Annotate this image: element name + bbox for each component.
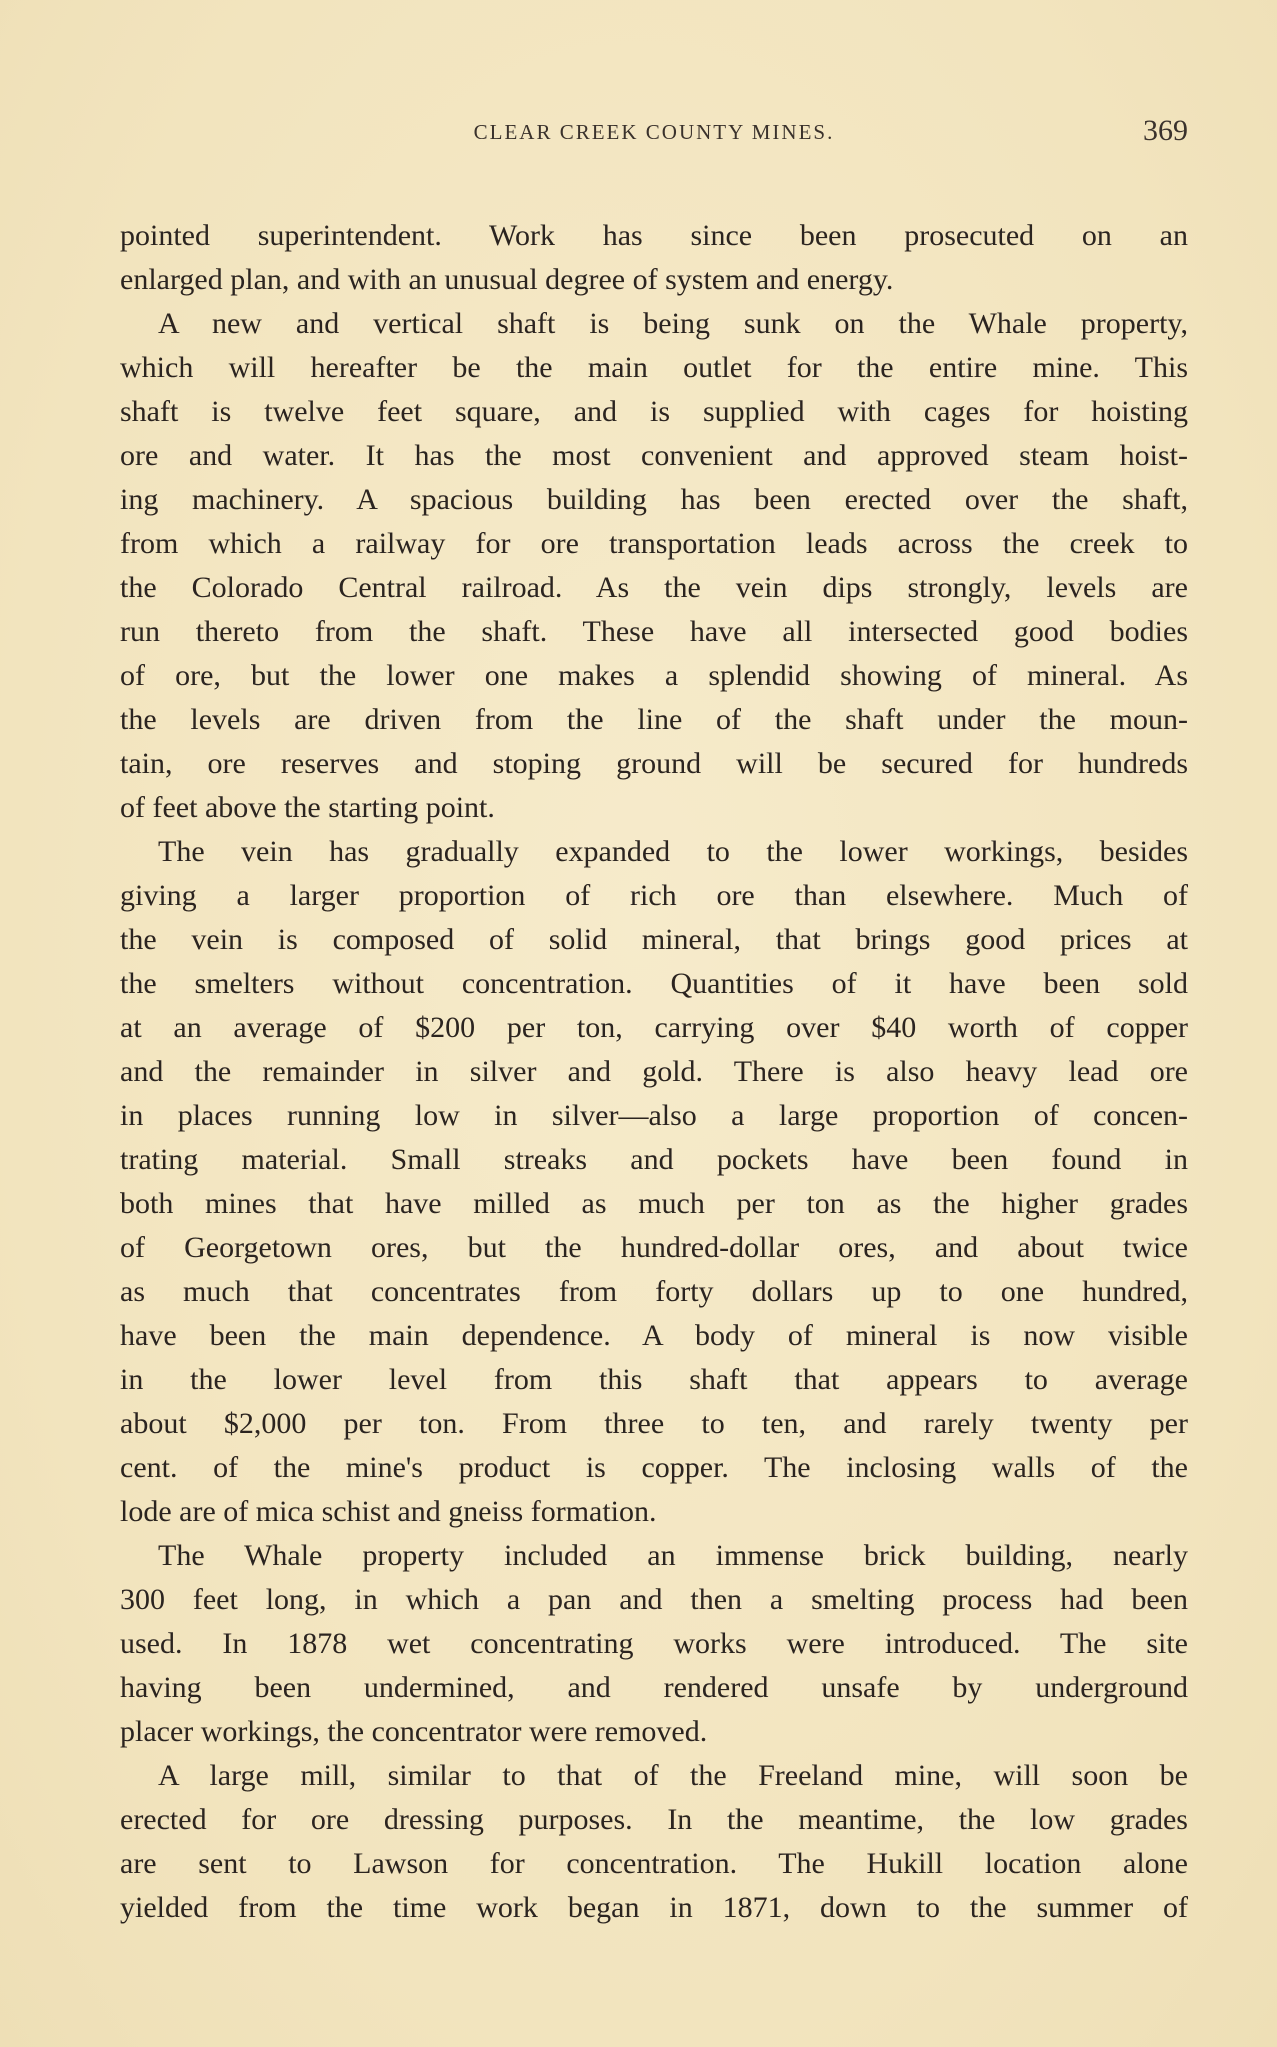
text-line: A large mill, similar to that of the Freeland mine, will soon be bbox=[158, 1759, 1188, 1792]
text-line: which will hereafter be the main outlet for the entire mine. This bbox=[120, 351, 1188, 384]
text-line: as much that concentrates from forty dollars up to one hundred, bbox=[120, 1275, 1188, 1308]
text-line: lode are of mica schist and gneiss formation. bbox=[120, 1495, 657, 1528]
text-line: in the lower level from this shaft that appears to average bbox=[120, 1363, 1188, 1396]
text-line: and the remainder in silver and gold. There is also heavy lead ore bbox=[120, 1055, 1188, 1088]
text-line: enlarged plan, and with an unusual degree of system and energy. bbox=[120, 263, 894, 296]
text-line: of feet above the starting point. bbox=[120, 791, 495, 824]
text-line: ore and water. It has the most convenient and approved steam hoist- bbox=[120, 439, 1188, 472]
text-line: yielded from the time work began in 1871, down to the summer of bbox=[120, 1891, 1188, 1924]
text-line: both mines that have milled as much per ton as the higher grades bbox=[120, 1187, 1188, 1220]
text-line: pointed superintendent. Work has since been prosecuted on an bbox=[120, 219, 1188, 252]
running-head bbox=[120, 114, 1188, 160]
text-line: have been the main dependence. A body of mineral is now visible bbox=[120, 1319, 1188, 1352]
text-line: are sent to Lawson for concentration. The Hukill location alone bbox=[120, 1847, 1188, 1880]
text-line: shaft is twelve feet square, and is supplied with cages for hoisting bbox=[120, 395, 1188, 428]
text-line: 300 feet long, in which a pan and then a smelting process had been bbox=[120, 1583, 1188, 1616]
text-line: cent. of the mine's product is copper. The inclosing walls of the bbox=[120, 1451, 1188, 1484]
text-line: ing machinery. A spacious building has been erected over the shaft, bbox=[120, 483, 1188, 516]
page-number: 369 bbox=[1143, 114, 1188, 147]
text-line: giving a larger proportion of rich ore than elsewhere. Much of bbox=[120, 879, 1188, 912]
text-line: at an average of $200 per ton, carrying over $40 worth of copper bbox=[120, 1011, 1188, 1044]
text-line: from which a railway for ore transportation leads across the creek to bbox=[120, 527, 1188, 560]
text-line: used. In 1878 wet concentrating works were introduced. The site bbox=[120, 1627, 1188, 1660]
text-line: run thereto from the shaft. These have all intersected good bodies bbox=[120, 615, 1188, 648]
text-line: The Whale property included an immense brick building, nearly bbox=[158, 1539, 1188, 1572]
text-line: trating material. Small streaks and pockets have been found in bbox=[120, 1143, 1188, 1176]
text-line: placer workings, the concentrator were removed. bbox=[120, 1715, 708, 1748]
text-line: The vein has gradually expanded to the lower workings, besides bbox=[158, 835, 1188, 868]
text-line: A new and vertical shaft is being sunk on the Whale property, bbox=[158, 307, 1188, 340]
text-line: erected for ore dressing purposes. In the meantime, the low grades bbox=[120, 1803, 1188, 1836]
text-line: the Colorado Central railroad. As the vein dips strongly, levels are bbox=[120, 571, 1188, 604]
body-text bbox=[120, 214, 1188, 1930]
text-line: the levels are driven from the line of the shaft under the moun- bbox=[120, 703, 1188, 736]
text-line: of Georgetown ores, but the hundred-dollar ores, and about twice bbox=[120, 1231, 1188, 1264]
text-line: having been undermined, and rendered unsafe by underground bbox=[120, 1671, 1188, 1704]
text-line: in places running low in silver—also a large proportion of concen- bbox=[120, 1099, 1188, 1132]
text-line: the vein is composed of solid mineral, that brings good prices at bbox=[120, 923, 1188, 956]
text-line: of ore, but the lower one makes a splendid showing of mineral. As bbox=[120, 659, 1188, 692]
text-line: the smelters without concentration. Quantities of it have been sold bbox=[120, 967, 1188, 1000]
text-line: about $2,000 per ton. From three to ten, and rarely twenty per bbox=[120, 1407, 1188, 1440]
running-head-title: CLEAR CREEK COUNTY MINES. bbox=[473, 120, 835, 144]
text-line: tain, ore reserves and stoping ground will be secured for hundreds bbox=[120, 747, 1188, 780]
